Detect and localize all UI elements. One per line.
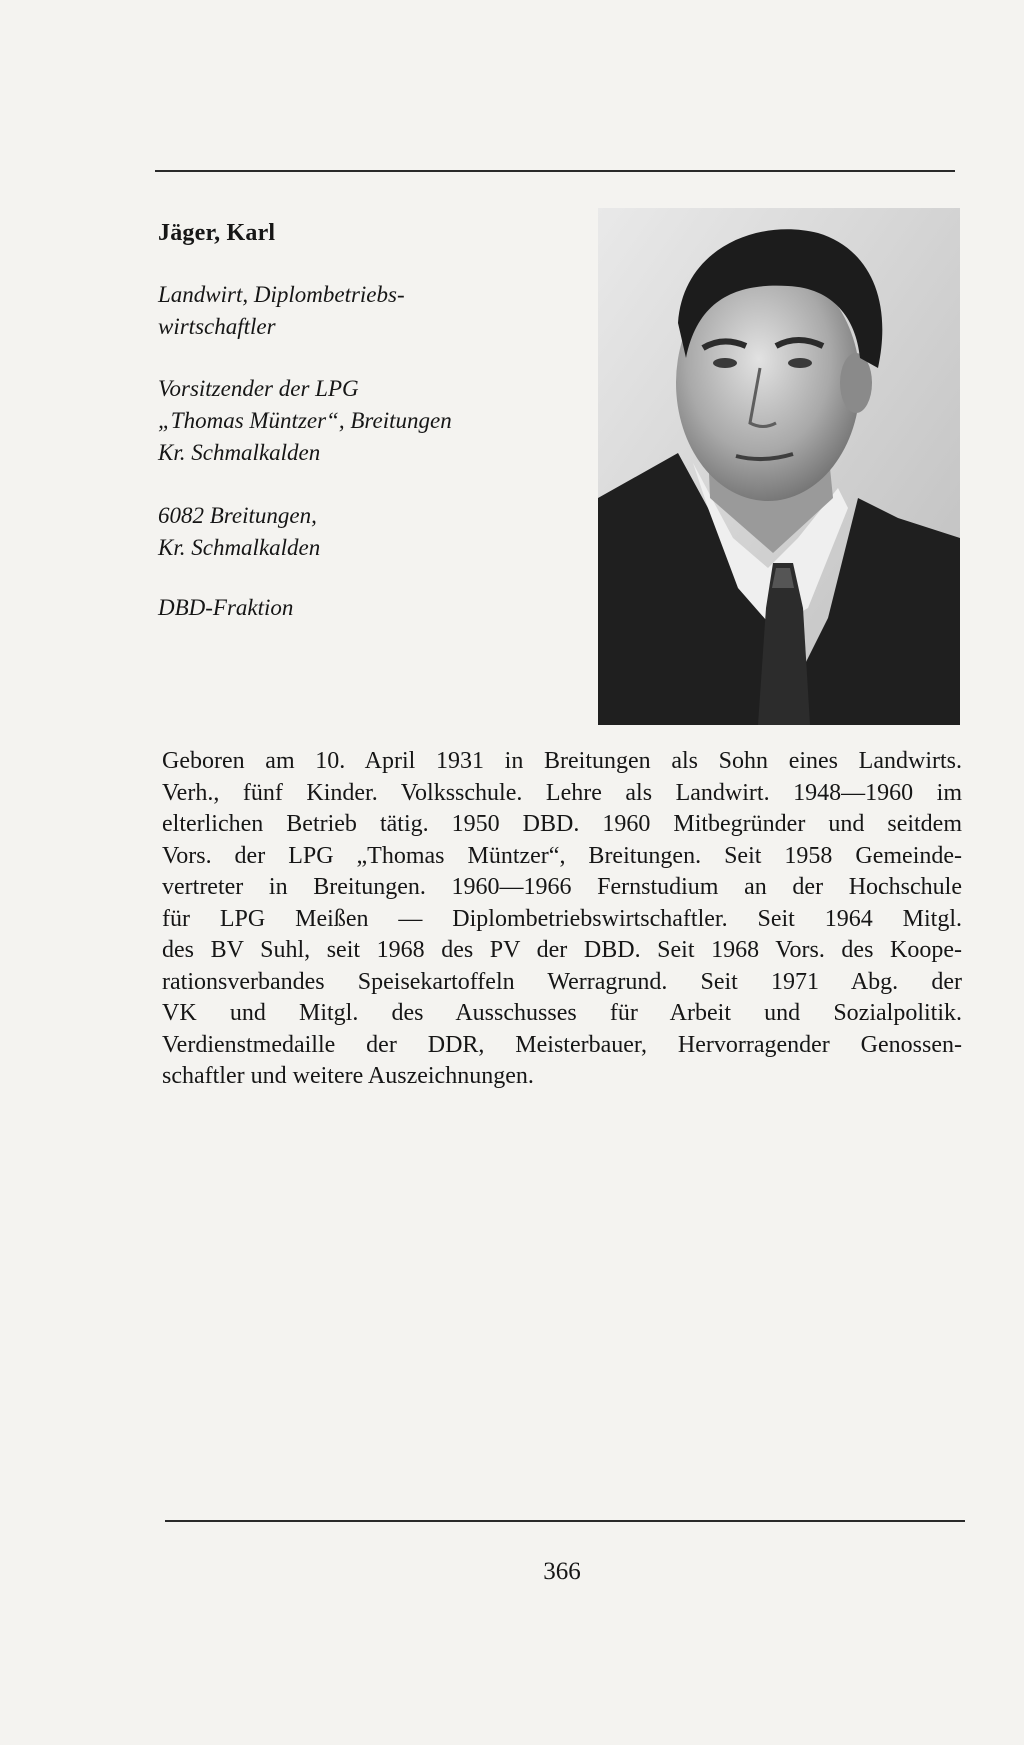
biography-line: Verdienstmedaille der DDR, Meisterbauer, Hervorragender Genossen- bbox=[162, 1031, 962, 1058]
entry-position: Vorsitzender der LPG „Thomas Müntzer“, Breitungen Kr. Schmalkalden bbox=[158, 376, 452, 465]
biography-line: VK und Mitgl. des Ausschusses für Arbeit und Sozialpolitik. bbox=[162, 1000, 962, 1026]
portrait-photo bbox=[598, 208, 960, 725]
biography-line: schaftler und weitere Auszeichnungen. bbox=[162, 1063, 534, 1089]
biography-line: Verh., fünf Kinder. Volksschule. Lehre als Landwirt. 1948—1960 im bbox=[162, 779, 962, 806]
biography-line: Geboren am 10. April 1931 in Breitungen als Sohn eines Landwirts. bbox=[162, 748, 962, 774]
bottom-rule bbox=[165, 1520, 965, 1522]
page-number: 366 bbox=[543, 1558, 581, 1585]
biography-line: Vors. der LPG „Thomas Müntzer“, Breitungen. Seit 1958 Gemeinde- bbox=[162, 842, 962, 869]
biography-line: vertreter in Breitungen. 1960—1966 Fernstudium an der Hochschule bbox=[162, 874, 962, 900]
biography-line: des BV Suhl, seit 1968 des PV der DBD. Seit 1968 Vors. des Koope- bbox=[162, 937, 962, 963]
entry-name: Jäger, Karl bbox=[158, 220, 276, 246]
top-rule bbox=[155, 170, 955, 172]
biography-text bbox=[162, 746, 962, 1093]
biography-line: elterlichen Betrieb tätig. 1950 DBD. 1960 Mitbegründer und seitdem bbox=[162, 811, 962, 837]
entry-faction: DBD-Fraktion bbox=[158, 595, 294, 620]
entry-profession: Landwirt, Diplombetriebs- wirtschaftler bbox=[158, 282, 405, 339]
biography-line: rationsverbandes Speisekartoffeln Werragrund. Seit 1971 Abg. der bbox=[162, 968, 962, 995]
biography-line: für LPG Meißen — Diplombetriebswirtschaftler. Seit 1964 Mitgl. bbox=[162, 905, 962, 932]
entry-address: 6082 Breitungen, Kr. Schmalkalden bbox=[158, 503, 321, 560]
